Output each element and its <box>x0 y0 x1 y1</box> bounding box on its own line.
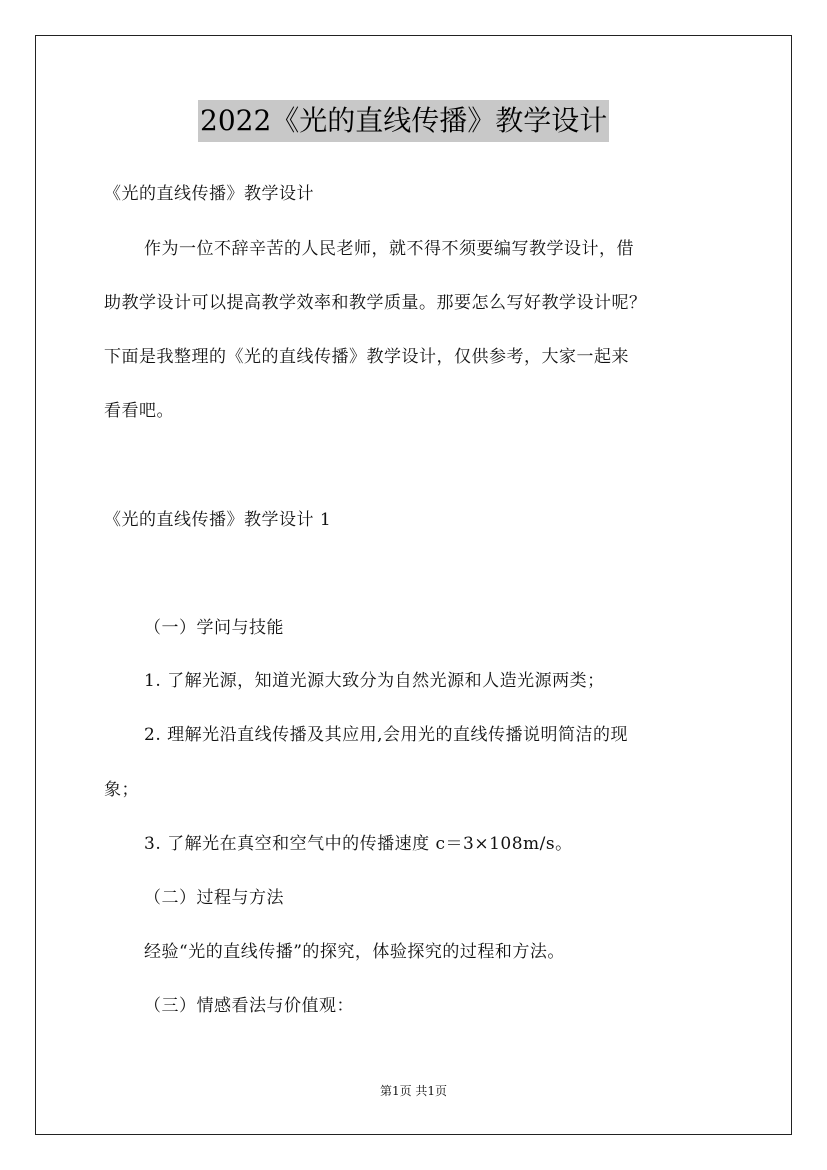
emotion-heading: （三）情感看法与价值观： <box>144 996 354 1016</box>
page-footer: 第1页 共1页 <box>379 1084 448 1098</box>
document-subtitle: 《光的直线传播》教学设计 <box>104 184 314 204</box>
intro-line-1: 作为一位不辞辛苦的人民老师，就不得不须要编写教学设计，借 <box>144 239 634 259</box>
intro-line-4: 看看吧。 <box>104 401 174 421</box>
process-heading: （二）过程与方法 <box>144 888 284 908</box>
objective-item-2-line-2: 象； <box>104 780 139 800</box>
knowledge-heading: （一）学问与技能 <box>144 618 284 638</box>
intro-line-3: 下面是我整理的《光的直线传播》教学设计，仅供参考，大家一起来 <box>104 347 629 367</box>
objective-item-2-line-1: 2. 理解光沿直线传播及其应用,会用光的直线传播说明简洁的现 <box>144 725 629 745</box>
section-heading: 《光的直线传播》教学设计 1 <box>104 510 332 530</box>
objective-item-1: 1. 了解光源，知道光源大致分为自然光源和人造光源两类； <box>144 671 605 691</box>
process-text: 经验“光的直线传播”的探究，体验探究的过程和方法。 <box>144 942 565 962</box>
intro-line-2: 助教学设计可以提高教学效率和教学质量。那要怎么写好教学设计呢？ <box>104 293 647 313</box>
document-title: 2022《光的直线传播》教学设计 <box>198 100 609 142</box>
objective-item-3: 3. 了解光在真空和空气中的传播速度 c＝3×108m/s。 <box>144 834 573 854</box>
